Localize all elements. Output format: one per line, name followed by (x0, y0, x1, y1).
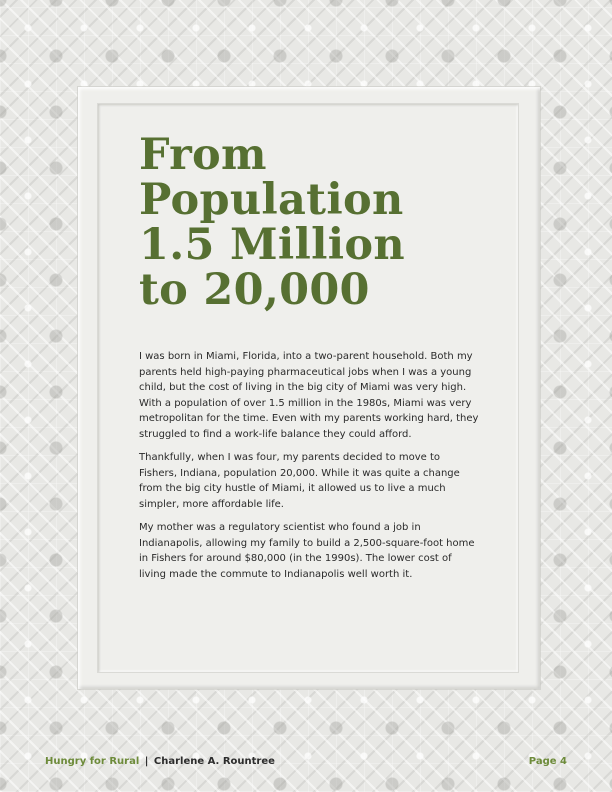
footer-credit (45, 756, 275, 767)
paragraph-1: I was born in Miami, Florida, into a two-parent household. Both my parents held high-paying pharmaceutical jobs when I was a young child, but the cost of living in the big city of Miami was very high. With a population of over 1.5 million in the 1980s, Miami was very metropolitan for the time. Even with my parents working hard, they struggled to find a work-life balance they could afford. (139, 351, 479, 440)
footer-author: Charlene A. Rountree (153, 756, 275, 767)
title-line-4: to 20,000 (139, 265, 370, 315)
title-line-2: Population (139, 175, 404, 225)
footer-publication: Hungry for Rural (45, 756, 140, 767)
article-body (139, 349, 479, 590)
title-line-1: From (139, 130, 267, 180)
title-line-3: 1.5 Million (139, 220, 405, 270)
footer-separator: | (144, 756, 149, 767)
paragraph-2: Thankfully, when I was four, my parents decided to move to Fishers, Indiana, population 20,000. While it was quite a change from the big city hustle of Miami, it allowed us to live a much simpler, more affordable life. (139, 452, 460, 510)
page-title (139, 130, 539, 315)
paragraph-3: My mother was a regulatory scientist who found a job in Indianapolis, allowing my family to build a 2,500-square-foot home in Fishers for around $80,000 (in the 1990s). The lower cost of living made the commute to Indianapolis well worth it. (139, 522, 475, 580)
page-number: Page 4 (528, 756, 567, 767)
